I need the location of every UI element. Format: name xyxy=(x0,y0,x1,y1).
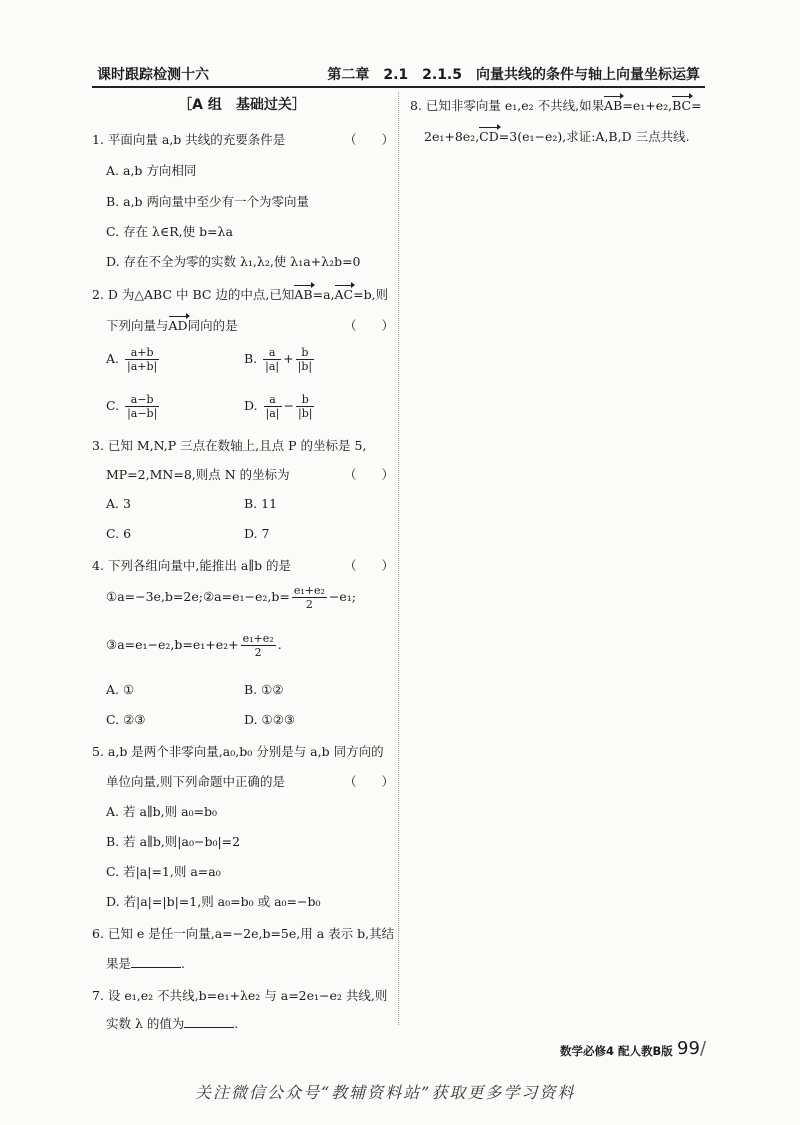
q4-text-3: ③a=e₁−e₂,b=e₁+e₂+ xyxy=(106,637,239,652)
q8-text-4: 2e₁+8e₂, xyxy=(424,129,480,144)
denominator: |a−b| xyxy=(127,407,158,420)
running-header-right: 第二章 2.1 2.1.5 向量共线的条件与轴上向量坐标运算 xyxy=(327,67,700,83)
q4-text-4: . xyxy=(277,637,282,652)
running-header-left: 课时跟踪检测十六 xyxy=(97,67,209,83)
q3-line-2: MP=2,MN=8,则点 N 的坐标为 xyxy=(106,467,290,482)
q7-line-1: 7. 设 e₁,e₂ 不共线,b=e₁+λe₂ 与 a=2e₁−e₂ 共线,则 xyxy=(92,988,388,1003)
q1-option-c: C. 存在 λ∈R,使 b=λa xyxy=(106,224,233,239)
q2-line-1 xyxy=(92,285,388,303)
q4-group-3 xyxy=(106,632,282,659)
column-divider xyxy=(398,92,399,1025)
q4-text-1: ①a=−3e,b=2e;②a=e₁−e₂,b= xyxy=(106,589,290,604)
left-column xyxy=(92,92,395,1032)
denominator: |a| xyxy=(265,407,280,420)
q4-option-b: B. ①② xyxy=(244,682,284,697)
page-number: 99 xyxy=(677,1038,700,1059)
q3-option-d: D. 7 xyxy=(244,526,270,541)
q1-stem: 1. 平面向量 a,b 共线的充要条件是 xyxy=(92,132,286,147)
fraction xyxy=(292,584,327,611)
denominator: |a+b| xyxy=(127,360,158,373)
answer-blank xyxy=(131,955,181,968)
q8-line-1 xyxy=(410,96,702,114)
q7-line-2 xyxy=(106,1014,238,1032)
header-rule xyxy=(92,86,705,88)
fraction xyxy=(125,346,159,373)
vector-cd: CD xyxy=(479,129,499,144)
q2-option-c-label: C. xyxy=(106,398,120,413)
q2-text-4: 下列向量与 xyxy=(106,318,169,333)
vector-bc: BC xyxy=(672,98,692,113)
q6-line-2 xyxy=(106,954,185,972)
promo-footnote: 关注微信公众号“教辅资料站”获取更多学习资料 xyxy=(195,1083,576,1102)
q6-line-1: 6. 已知 e 是任一向量,a=−2e,b=5e,用 a 表示 b,其结 xyxy=(92,926,395,941)
numerator: e₁+e₂ xyxy=(242,632,274,645)
denominator: |b| xyxy=(298,407,313,420)
fraction xyxy=(125,393,159,420)
q4-option-c: C. ②③ xyxy=(106,712,146,727)
q7-end: . xyxy=(234,1016,239,1031)
q5-answer-bracket: （ ） xyxy=(344,774,395,789)
numerator: a xyxy=(263,346,281,360)
q1-option-a: A. a,b 方向相同 xyxy=(106,163,197,178)
q3-option-a: A. 3 xyxy=(106,496,131,511)
denominator: 2 xyxy=(305,598,313,611)
q1-option-b: B. a,b 两向量中至少有一个为零向量 xyxy=(106,194,310,209)
q5-option-d: D. 若|a|=|b|=1,则 a₀=b₀ 或 a₀=−b₀ xyxy=(106,894,321,909)
q5-line-2: 单位向量,则下列命题中正确的是 xyxy=(106,774,285,789)
q8-text-5: =3(e₁−e₂),求证:A,B,D 三点共线. xyxy=(498,129,690,144)
q2-option-d xyxy=(244,393,316,420)
q8-text-1: 8. 已知非零向量 e₁,e₂ 不共线,如果 xyxy=(410,98,605,113)
q4-option-a: A. ① xyxy=(106,682,135,697)
denominator: |a| xyxy=(265,360,280,373)
q8-text-3: = xyxy=(691,98,702,113)
q8-line-2 xyxy=(424,127,690,145)
q6-end: . xyxy=(181,956,185,971)
fraction xyxy=(296,346,314,373)
q2-text-3: =b,则 xyxy=(353,287,389,302)
denominator: 2 xyxy=(254,646,262,659)
q1-answer-bracket: （ ） xyxy=(344,132,395,147)
vector-ab: AB xyxy=(294,287,313,302)
vector-ab: AB xyxy=(604,98,623,113)
q3-option-b: B. 11 xyxy=(244,496,278,511)
operator: + xyxy=(283,351,294,366)
section-title: ［A 组 基础过关］ xyxy=(178,97,306,113)
q3-answer-bracket: （ ） xyxy=(344,467,395,482)
vector-ac: AC xyxy=(334,287,354,302)
q5-line-1: 5. a,b 是两个非零向量,a₀,b₀ 分别是与 a,b 同方向的 xyxy=(92,744,384,759)
q2-option-b xyxy=(244,346,316,373)
operator: − xyxy=(283,398,295,413)
q3-option-c: C. 6 xyxy=(106,526,132,541)
numerator: a−b xyxy=(125,393,159,407)
q4-answer-bracket: （ ） xyxy=(344,558,395,573)
fraction xyxy=(263,346,281,373)
q5-option-c: C. 若|a|=1,则 a=a₀ xyxy=(106,864,221,879)
q2-option-a-label: A. xyxy=(106,351,120,366)
right-column xyxy=(410,92,710,192)
q4-text-2: −e₁; xyxy=(328,589,356,604)
q1-option-d: D. 存在不全为零的实数 λ₁,λ₂,使 λ₁a+λ₂b=0 xyxy=(106,254,361,269)
book-title: 数学必修4 配人教B版 xyxy=(560,1044,673,1058)
q7-text: 实数 λ 的值为 xyxy=(106,1016,185,1031)
vector-ad: AD xyxy=(168,318,188,333)
q2-option-d-label: D. xyxy=(244,398,258,413)
q5-option-b: B. 若 a∥b,则|a₀−b₀|=2 xyxy=(106,834,241,849)
q5-option-a: A. 若 a∥b,则 a₀=b₀ xyxy=(106,804,218,819)
numerator: b xyxy=(296,346,314,360)
page-slash: / xyxy=(700,1038,707,1059)
fraction xyxy=(296,393,314,420)
q2-answer-bracket: （ ） xyxy=(344,318,395,333)
q8-text-2: =e₁+e₂, xyxy=(622,98,673,113)
q2-option-a xyxy=(106,346,161,373)
q2-option-b-label: B. xyxy=(244,351,258,366)
fraction xyxy=(264,393,282,420)
answer-blank xyxy=(184,1015,234,1028)
q3-line-1: 3. 已知 M,N,P 三点在数轴上,且点 P 的坐标是 5, xyxy=(92,438,367,453)
q2-line-2 xyxy=(106,316,238,334)
q6-text: 果是 xyxy=(106,956,132,971)
q2-option-c xyxy=(106,393,161,420)
numerator: a xyxy=(264,393,282,407)
q2-text-5: 同向的是 xyxy=(187,318,238,333)
q4-option-d: D. ①②③ xyxy=(244,712,296,727)
numerator: b xyxy=(296,393,314,407)
q2-text-1: 2. D 为△ABC 中 BC 边的中点,已知 xyxy=(92,287,295,302)
denominator: |b| xyxy=(297,360,313,373)
numerator: a+b xyxy=(125,346,159,360)
q2-text-2: =a, xyxy=(312,287,335,302)
fraction xyxy=(241,632,276,659)
q4-group-1-2 xyxy=(106,584,356,611)
numerator: e₁+e₂ xyxy=(293,584,325,597)
q4-stem: 4. 下列各组向量中,能推出 a∥b 的是 xyxy=(92,558,292,573)
